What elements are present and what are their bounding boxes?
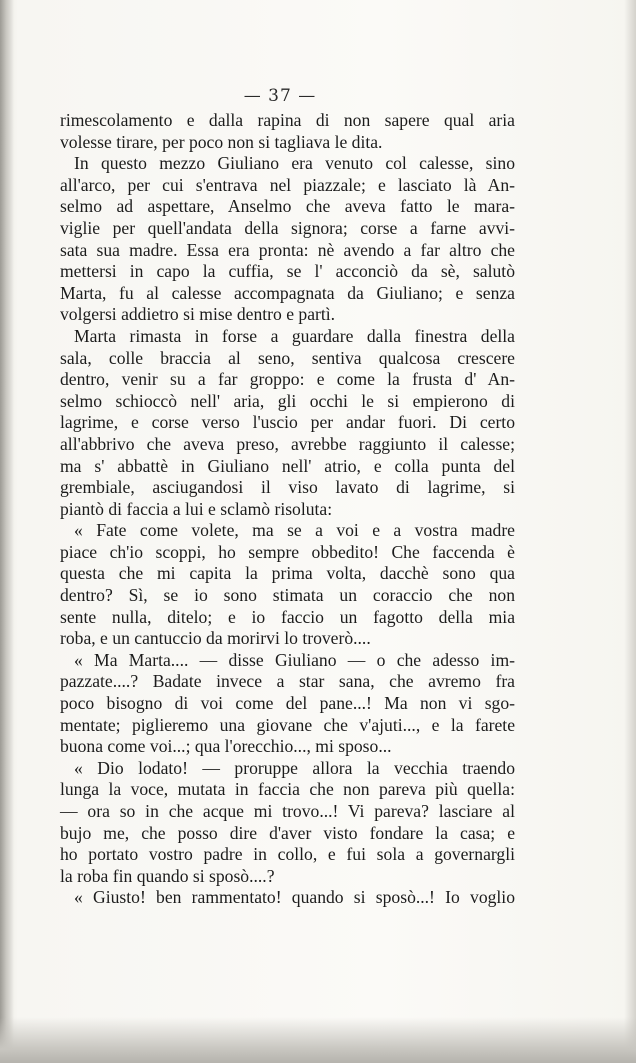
text-line: lunga la voce, mutata in faccia che non pareva più quella:: [60, 779, 515, 800]
text-line: selmo schioccò nell' aria, gli occhi le si empierono di: [60, 390, 515, 411]
text-line: « Fate come volete, ma se a voi e a vostra madre: [74, 520, 515, 541]
text-line: poco bisogno di voi come del pane...! Ma non vi sgo-: [60, 693, 515, 714]
text-line: In questo mezzo Giuliano era venuto col calesse, sino: [74, 153, 515, 174]
text-line: mentate; piglieremo una giovane che v'ajuti..., e la farete: [60, 714, 515, 735]
text-line: roba, e un cantuccio da morirvi lo troverò....: [60, 628, 371, 649]
text-line: piace ch'io scoppi, ho sempre obbedito! Che faccenda è: [60, 541, 515, 562]
page-bottom-edge: [0, 1017, 636, 1063]
text-line: sala, colle braccia al seno, sentiva qualcosa crescere: [60, 347, 515, 368]
text-line: mettersi in capo la cuffia, se l' acconciò da sè, salutò: [60, 261, 515, 282]
text-line: « Dio lodato! — proruppe allora la vecchia traendo: [74, 757, 515, 778]
text-line: buona come voi...; qua l'orecchio..., mi sposo...: [60, 736, 392, 757]
text-line: lagrime, e corse verso l'uscio per andar fuori. Di certo: [60, 412, 515, 433]
page-right-edge: [624, 0, 636, 1063]
binding-shadow: [0, 0, 14, 1063]
text-line: ho portato vostro padre in collo, e fui sola a governargli: [60, 844, 515, 865]
text-line: dentro? Sì, se io sono stimata un coraccio che non: [60, 585, 515, 606]
text-line: dentro, venir su a far groppo: e come la frusta d' An-: [60, 369, 515, 390]
text-line: selmo ad aspettare, Anselmo che aveva fatto le mara-: [60, 196, 515, 217]
text-line: Marta rimasta in forse a guardare dalla finestra della: [74, 325, 515, 346]
text-line: volesse tirare, per poco non si tagliava le dita.: [60, 131, 383, 152]
text-line: la roba fin quando si sposò....?: [60, 865, 275, 886]
text-line: « Giusto! ben rammentato! quando si sposò...! Io voglio: [74, 887, 515, 908]
page-number: — 37 —: [243, 86, 317, 106]
text-line: grembiale, asciugandosi il viso lavato di lagrime, si: [60, 477, 515, 498]
text-line: Marta, fu al calesse accompagnata da Giuliano; e senza: [60, 282, 515, 303]
body-text: [60, 110, 515, 909]
text-line: — ora so in che acque mi trovo...! Vi pareva? lasciare al: [60, 801, 515, 821]
text-line: sata sua madre. Essa era pronta: nè avendo a far altro che: [60, 239, 515, 260]
text-line: all'arco, per cui s'entrava nel piazzale; e lasciato là An-: [60, 174, 515, 195]
text-line: bujo me, che posso dire d'aver visto fondare la casa; e: [60, 822, 515, 843]
text-line: all'abbrivo che aveva preso, avrebbe raggiunto il calesse;: [60, 433, 515, 454]
text-line: questa che mi capita la prima volta, dacchè sono qua: [60, 563, 515, 584]
text-line: pazzate....? Badate invece a star sana, che avremo fra: [60, 671, 515, 692]
text-line: ma s' abbattè in Giuliano nell' atrio, e colla punta del: [60, 455, 515, 476]
text-line: sente nulla, ditelo; e io faccio un fagotto della mia: [60, 606, 515, 627]
text-line: piantò di faccia a lui e sclamò risoluta:: [60, 498, 333, 519]
text-line: « Ma Marta.... — disse Giuliano — o che adesso im-: [74, 649, 515, 670]
text-line: volgersi addietro si mise dentro e partì.: [60, 304, 336, 325]
text-line: viglie per quell'andata della signora; corse a farne avvi-: [60, 217, 515, 238]
text-line: rimescolamento e dalla rapina di non sapere qual aria: [60, 110, 515, 130]
